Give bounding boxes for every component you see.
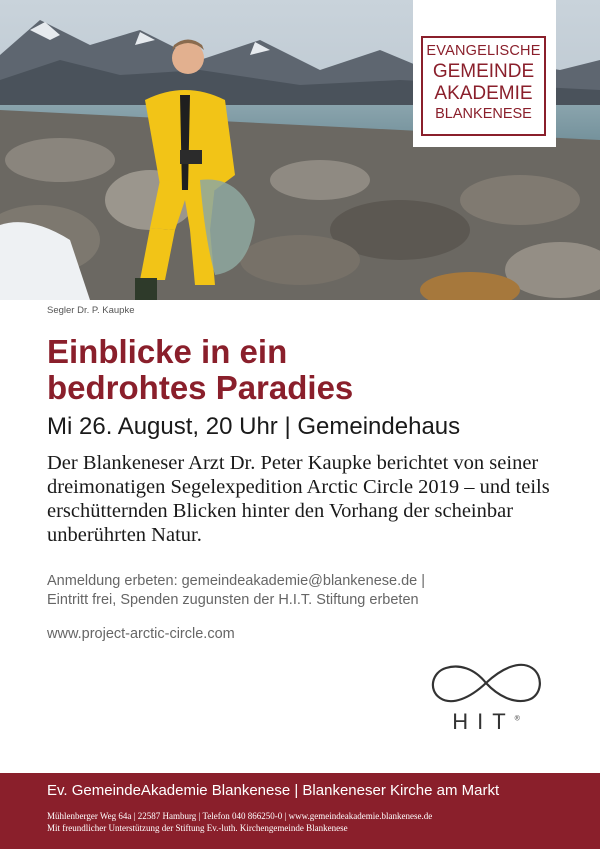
logo-line-3: AKADEMIE (434, 83, 533, 104)
event-title-line-2: bedrohtes Paradies (47, 369, 354, 406)
registered-mark: ® (514, 715, 520, 723)
event-title-line-1: Einblicke in ein (47, 333, 288, 370)
academy-logo-frame (421, 36, 546, 136)
event-date-location: Mi 26. August, 20 Uhr | Gemeindehaus (47, 413, 461, 440)
website-link[interactable]: www.project-arctic-circle.com (47, 626, 235, 642)
logo-line-4: BLANKENESE (435, 106, 532, 122)
registration-line-1: Anmeldung erbeten: gemeindeakademie@blankenese.de | (47, 573, 426, 589)
event-title (47, 334, 567, 406)
photo-caption: Segler Dr. P. Kaupke (47, 305, 135, 316)
logo-line-2: GEMEINDE (432, 61, 535, 82)
hit-wordmark (424, 709, 548, 735)
academy-logo (413, 0, 556, 147)
footer-support: Mit freundlicher Unterstützung der Stiftung Ev.-luth. Kirchengemeinde Blankenese (47, 823, 348, 833)
footer-title: Ev. GemeindeAkademie Blankenese | Blankeneser Kirche am Markt (47, 782, 500, 799)
footer-bar (0, 773, 600, 849)
footer-address: Mühlenberger Weg 64a | 22587 Hamburg | Telefon 040 866250-0 | www.gemeindeakademie.blankenese.de (47, 811, 433, 821)
hit-text: HIT (452, 709, 515, 734)
logo-line-1: EVANGELISCHE (426, 43, 541, 59)
event-description: Der Blankeneser Arzt Dr. Peter Kaupke berichtet von seiner dreimonatigen Segelexpedition Arctic Circle 2019 – und teils erschütternden Blicken hinter den Vorhang der scheinbar unberührten Natur. (47, 452, 550, 546)
registration-info (47, 572, 587, 610)
registration-line-2: Eintritt frei, Spenden zugunsten der H.I.T. Stiftung erbeten (47, 592, 419, 608)
infinity-icon (424, 660, 548, 706)
hit-sponsor-logo (424, 660, 548, 745)
